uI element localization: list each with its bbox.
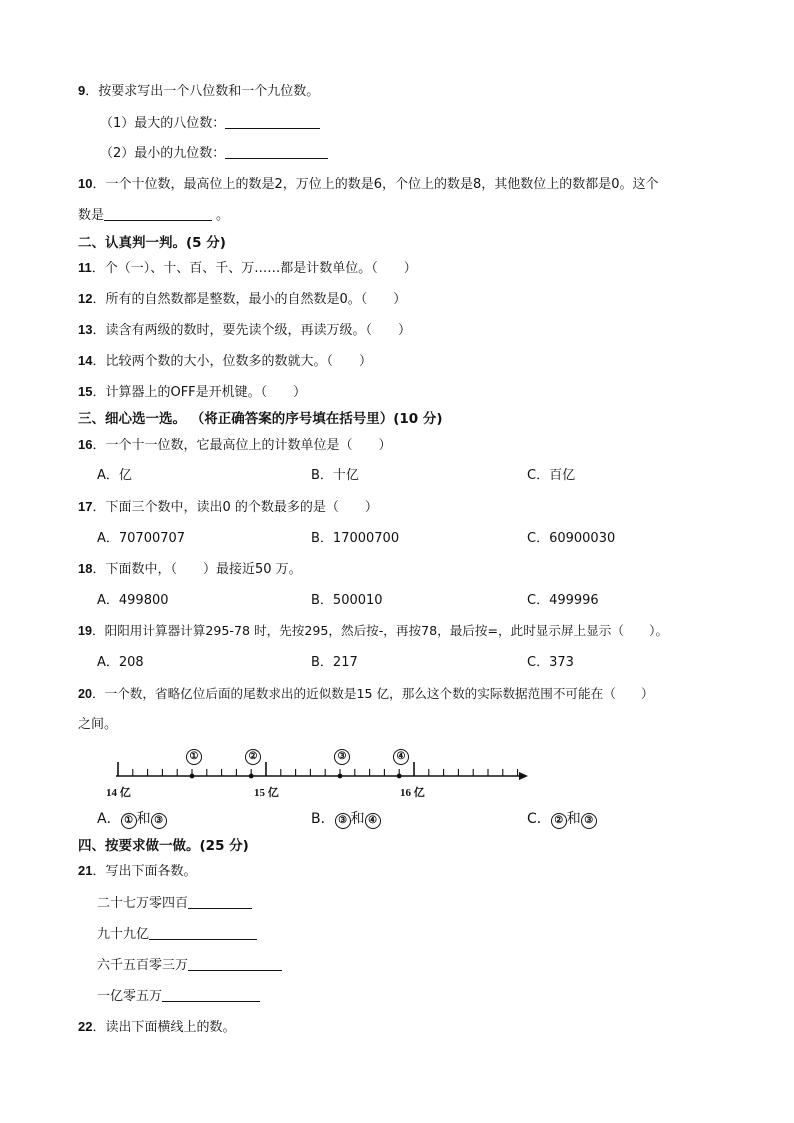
option-letter: C．: [527, 811, 551, 827]
question-number: 13: [78, 322, 93, 337]
question-number: 19: [78, 624, 93, 638]
question-10: [78, 175, 659, 194]
answer-blank[interactable]: [149, 925, 257, 940]
marker-2: ②: [245, 749, 261, 765]
question-number: 14: [78, 353, 93, 368]
question-text: ．比较两个数的大小，位数多的数就大。（ ）: [92, 354, 372, 369]
write-number-item-4: [97, 987, 260, 1006]
option-c[interactable]: [527, 810, 597, 829]
question-text: ．下面三个数中，读出0 的个数最多的是（ ）: [92, 500, 378, 515]
question-number: 21: [78, 863, 93, 878]
sub-question-text: （2）最小的九位数：: [100, 146, 226, 161]
option-a[interactable]: A．70700707: [97, 531, 186, 546]
question-number: 16: [78, 437, 93, 452]
write-number-item-2: [97, 925, 257, 944]
answer-blank[interactable]: [162, 987, 260, 1002]
marker-4: ④: [393, 749, 409, 765]
marker-3: ③: [334, 749, 350, 765]
answer-blank[interactable]: [188, 894, 252, 909]
question-9-part-2: [100, 144, 328, 163]
question-11: [78, 259, 417, 278]
question-20: [78, 685, 654, 703]
answer-blank[interactable]: [104, 206, 212, 221]
question-16: [78, 436, 391, 455]
question-number: 18: [78, 561, 93, 576]
option-c[interactable]: C．373: [527, 655, 574, 670]
option-letter: B．: [311, 811, 335, 827]
question-17: [78, 498, 378, 517]
question-text: ．写出下面各数。: [92, 864, 197, 879]
circled-number: ③: [335, 813, 351, 829]
and-word: 和: [136, 811, 151, 827]
question-number: 9: [78, 83, 86, 98]
question-text: ．下面数中，（ ）最接近50 万。: [92, 562, 302, 577]
question-number: 20: [78, 687, 93, 701]
circled-number: ①: [121, 813, 137, 829]
question-text: ．读出下面横线上的数。: [92, 1020, 236, 1035]
question-text: ．阳阳用计算器计算295-78 时，先按295，然后按-，再按78，最后按=，此时显示屏上显示（ ）。: [92, 623, 669, 638]
option-c[interactable]: C．499996: [527, 593, 599, 608]
question-number: 22: [78, 1019, 93, 1034]
question-14: [78, 352, 372, 371]
question-text: 数是: [78, 208, 105, 223]
write-number-item-3: [97, 956, 282, 975]
question-text: ．所有的自然数都是整数，最小的自然数是0。（ ）: [92, 292, 407, 307]
option-b[interactable]: B．500010: [311, 593, 383, 608]
option-b[interactable]: [311, 810, 381, 829]
section-4-heading: 四、按要求做一做。(25 分): [78, 838, 249, 854]
number-words: 九十九亿: [97, 927, 150, 942]
option-letter: A．: [97, 811, 121, 827]
question-20-line-2: 之间。: [78, 717, 118, 732]
question-text: ．一个十一位数，它最高位上的计数单位是（ ）: [92, 438, 392, 453]
number-words: 六千五百零三万: [97, 958, 189, 973]
number-line-label-16: 16 亿: [400, 787, 425, 799]
sub-question-text: （1）最大的八位数：: [100, 116, 226, 131]
question-9-part-1: [100, 114, 320, 133]
question-9: [78, 82, 319, 101]
question-22: [78, 1018, 235, 1037]
question-number: 10: [78, 176, 93, 191]
question-18: [78, 560, 302, 579]
option-a[interactable]: A．208: [97, 655, 144, 670]
question-text-tail: 。: [216, 208, 230, 223]
section-3-heading: 三、细心选一选。 （将正确答案的序号填在括号里）(10 分): [78, 411, 443, 427]
circled-number: ②: [551, 813, 567, 829]
option-a[interactable]: [97, 810, 167, 829]
and-word: 和: [350, 811, 365, 827]
question-19: [78, 622, 668, 640]
option-b[interactable]: B．17000700: [311, 531, 400, 546]
answer-blank[interactable]: [188, 956, 282, 971]
question-number: 12: [78, 291, 93, 306]
question-21: [78, 862, 196, 881]
question-text: ．按要求写出一个八位数和一个九位数。: [85, 84, 320, 99]
question-number: 17: [78, 499, 93, 514]
question-text: ．计算器上的OFF是开机键。（ ）: [92, 385, 307, 400]
question-12: [78, 290, 406, 309]
marker-1: ①: [186, 749, 202, 765]
and-word: 和: [566, 811, 581, 827]
question-text: ．一个数，省略亿位后面的尾数求出的近似数是15 亿，那么这个数的实际数据范围不可能在（ ）: [92, 686, 654, 701]
question-10-line-2: [78, 206, 229, 225]
number-words: 一亿零五万: [97, 989, 163, 1004]
answer-blank[interactable]: [225, 144, 328, 159]
circled-number: ③: [581, 813, 597, 829]
question-number: 11: [78, 260, 92, 275]
circled-number: ③: [151, 813, 167, 829]
number-line-label-15: 15 亿: [254, 787, 279, 799]
question-text: ．个（一）、十、百、千、万……都是计数单位。（ ）: [91, 261, 417, 276]
question-text: ．读含有两级的数时，要先读个级，再读万级。（ ）: [92, 323, 411, 338]
option-c[interactable]: C．百亿: [527, 468, 576, 483]
question-number: 15: [78, 384, 93, 399]
write-number-item-1: [97, 894, 252, 913]
option-b[interactable]: B．十亿: [311, 468, 359, 483]
option-b[interactable]: B．217: [311, 655, 358, 670]
question-15: [78, 383, 306, 402]
option-a[interactable]: A．499800: [97, 593, 169, 608]
circled-number: ④: [365, 813, 381, 829]
answer-blank[interactable]: [225, 114, 320, 129]
option-c[interactable]: C．60900030: [527, 531, 616, 546]
section-2-heading: 二、认真判一判。(5 分): [78, 235, 226, 251]
number-line-label-14: 14 亿: [106, 787, 131, 799]
option-a[interactable]: A．亿: [97, 468, 132, 483]
question-13: [78, 321, 411, 340]
arrow-head-icon: [519, 772, 528, 780]
number-words: 二十七万零四百: [97, 896, 189, 911]
question-text: ．一个十位数，最高位上的数是2，万位上的数是6，个位上的数是8，其他数位上的数都是0。这个: [92, 177, 659, 192]
